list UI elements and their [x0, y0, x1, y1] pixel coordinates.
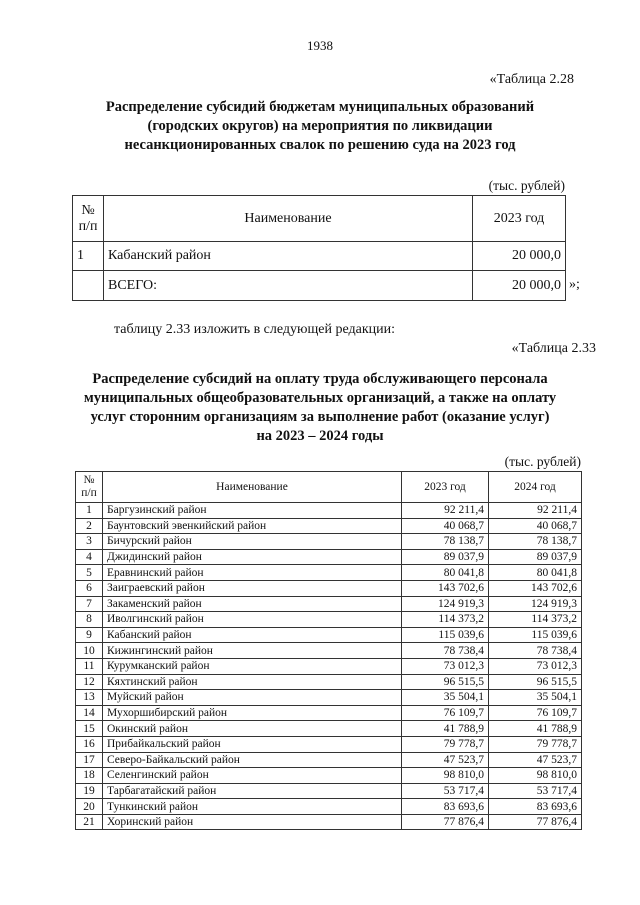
title-line: муниципальных общеобразовательных организаций, а также на оплату [83, 390, 557, 406]
title-line: несанкционированных свалок по решению суда на 2023 год [124, 137, 516, 153]
row-2023: 35 504,1 [402, 690, 489, 706]
table-row [76, 627, 582, 643]
row-num: 17 [76, 752, 103, 768]
table-row [76, 768, 582, 784]
table-row [76, 690, 582, 706]
row-name: Хоринский район [103, 814, 402, 830]
table-row [76, 503, 582, 519]
row-num: 19 [76, 783, 103, 799]
total-num [73, 271, 104, 301]
header-2023: 2023 год [473, 196, 566, 242]
row-2024: 96 515,5 [489, 674, 582, 690]
row-num: 20 [76, 799, 103, 815]
row-name: Северо-Байкальский район [103, 752, 402, 768]
table-row [76, 736, 582, 752]
row-name: Кяхтинский район [103, 674, 402, 690]
row-2023: 98 810,0 [402, 768, 489, 784]
table-row [76, 580, 582, 596]
table-row [76, 705, 582, 721]
table-header-row [76, 472, 582, 503]
row-2023: 78 738,4 [402, 643, 489, 659]
row-2023: 47 523,7 [402, 752, 489, 768]
row-num: 1 [76, 503, 103, 519]
table-row [76, 674, 582, 690]
row-2023: 20 000,0 [473, 242, 566, 271]
row-num: 18 [76, 768, 103, 784]
row-num: 14 [76, 705, 103, 721]
row-num: 9 [76, 627, 103, 643]
row-num: 10 [76, 643, 103, 659]
row-name: Тарбагатайский район [103, 783, 402, 799]
table-row [76, 596, 582, 612]
row-num: 7 [76, 596, 103, 612]
row-2024: 76 109,7 [489, 705, 582, 721]
row-2023: 89 037,9 [402, 549, 489, 565]
row-2024: 79 778,7 [489, 736, 582, 752]
row-2024: 92 211,4 [489, 503, 582, 519]
table-2-33-reference: «Таблица 2.33 [511, 341, 596, 356]
table-2-28-title [0, 98, 640, 155]
row-name: Окинский район [103, 721, 402, 737]
table-row [76, 549, 582, 565]
row-num: 11 [76, 658, 103, 674]
row-name: Кабанский район [103, 627, 402, 643]
header-num: № п/п [73, 196, 104, 242]
table-2-28-reference: «Таблица 2.28 [489, 72, 574, 87]
row-2024: 83 693,6 [489, 799, 582, 815]
row-num: 1 [73, 242, 104, 271]
table-2-33-title [0, 370, 640, 446]
table-row [73, 242, 566, 271]
row-num: 12 [76, 674, 103, 690]
row-2023: 96 515,5 [402, 674, 489, 690]
table-body [76, 503, 582, 830]
header-num: № п/п [76, 472, 103, 503]
row-2023: 80 041,8 [402, 565, 489, 581]
table-2-28 [72, 195, 566, 301]
row-name: Баунтовский эвенкийский район [103, 518, 402, 534]
instruction-text: таблицу 2.33 изложить в следующей редакции: [114, 322, 396, 337]
row-name: Селенгинский район [103, 768, 402, 784]
row-num: 15 [76, 721, 103, 737]
row-num: 5 [76, 565, 103, 581]
row-name: Прибайкальский район [103, 736, 402, 752]
row-num: 2 [76, 518, 103, 534]
table-row [76, 534, 582, 550]
header-2024: 2024 год [489, 472, 582, 503]
row-2024: 115 039,6 [489, 627, 582, 643]
row-2023: 143 702,6 [402, 580, 489, 596]
row-2023: 79 778,7 [402, 736, 489, 752]
total-2023: 20 000,0 [473, 271, 566, 301]
table-2-28-unit: (тыс. рублей) [488, 178, 565, 193]
table-row [76, 643, 582, 659]
row-name: Курумканский район [103, 658, 402, 674]
title-line: Распределение субсидий бюджетам муниципальных образований [105, 99, 535, 115]
table-row [76, 565, 582, 581]
closing-quote: »; [569, 277, 580, 292]
row-2024: 114 373,2 [489, 612, 582, 628]
row-name: Кабанский район [104, 242, 473, 271]
row-2024: 98 810,0 [489, 768, 582, 784]
row-2024: 78 738,4 [489, 643, 582, 659]
row-name: Еравнинский район [103, 565, 402, 581]
row-2023: 92 211,4 [402, 503, 489, 519]
table-row [76, 612, 582, 628]
row-2023: 40 068,7 [402, 518, 489, 534]
row-num: 13 [76, 690, 103, 706]
row-name: Муйский район [103, 690, 402, 706]
row-name: Заиграевский район [103, 580, 402, 596]
row-name: Баргузинский район [103, 503, 402, 519]
page-number: 1938 [307, 38, 333, 53]
row-2024: 89 037,9 [489, 549, 582, 565]
row-2023: 73 012,3 [402, 658, 489, 674]
row-2024: 78 138,7 [489, 534, 582, 550]
table-row [76, 814, 582, 830]
row-name: Джидинский район [103, 549, 402, 565]
row-2023: 77 876,4 [402, 814, 489, 830]
table-row [76, 783, 582, 799]
header-2023: 2023 год [402, 472, 489, 503]
row-name: Мухоршибирский район [103, 705, 402, 721]
title-line: (городских округов) на мероприятия по ликвидации [147, 118, 493, 134]
row-2024: 77 876,4 [489, 814, 582, 830]
row-2023: 114 373,2 [402, 612, 489, 628]
row-2023: 78 138,7 [402, 534, 489, 550]
row-name: Закаменский район [103, 596, 402, 612]
table-row [76, 721, 582, 737]
row-2024: 35 504,1 [489, 690, 582, 706]
title-line: на 2023 – 2024 годы [256, 428, 384, 444]
table-2-33-unit: (тыс. рублей) [504, 454, 581, 469]
row-2024: 40 068,7 [489, 518, 582, 534]
row-name: Иволгинский район [103, 612, 402, 628]
row-2023: 124 919,3 [402, 596, 489, 612]
row-2023: 53 717,4 [402, 783, 489, 799]
total-row [73, 271, 566, 301]
table-2-33 [75, 471, 582, 830]
row-2023: 76 109,7 [402, 705, 489, 721]
row-2023: 83 693,6 [402, 799, 489, 815]
row-2024: 73 012,3 [489, 658, 582, 674]
row-2024: 47 523,7 [489, 752, 582, 768]
row-num: 4 [76, 549, 103, 565]
header-name: Наименование [103, 472, 402, 503]
row-2023: 41 788,9 [402, 721, 489, 737]
row-2024: 41 788,9 [489, 721, 582, 737]
table-header-row [73, 196, 566, 242]
total-label: ВСЕГО: [104, 271, 473, 301]
row-num: 8 [76, 612, 103, 628]
row-2024: 53 717,4 [489, 783, 582, 799]
table-row [76, 658, 582, 674]
table-row [76, 518, 582, 534]
row-num: 21 [76, 814, 103, 830]
row-2024: 80 041,8 [489, 565, 582, 581]
table-row [76, 752, 582, 768]
row-name: Бичурский район [103, 534, 402, 550]
title-line: Распределение субсидий на оплату труда обслуживающего персонала [92, 371, 548, 387]
row-num: 3 [76, 534, 103, 550]
row-name: Кижингинский район [103, 643, 402, 659]
row-2023: 115 039,6 [402, 627, 489, 643]
row-2024: 124 919,3 [489, 596, 582, 612]
header-name: Наименование [104, 196, 473, 242]
title-line: услуг сторонним организациям за выполнение работ (оказание услуг) [90, 409, 550, 425]
table-row [76, 799, 582, 815]
row-2024: 143 702,6 [489, 580, 582, 596]
row-name: Тункинский район [103, 799, 402, 815]
row-num: 16 [76, 736, 103, 752]
row-num: 6 [76, 580, 103, 596]
